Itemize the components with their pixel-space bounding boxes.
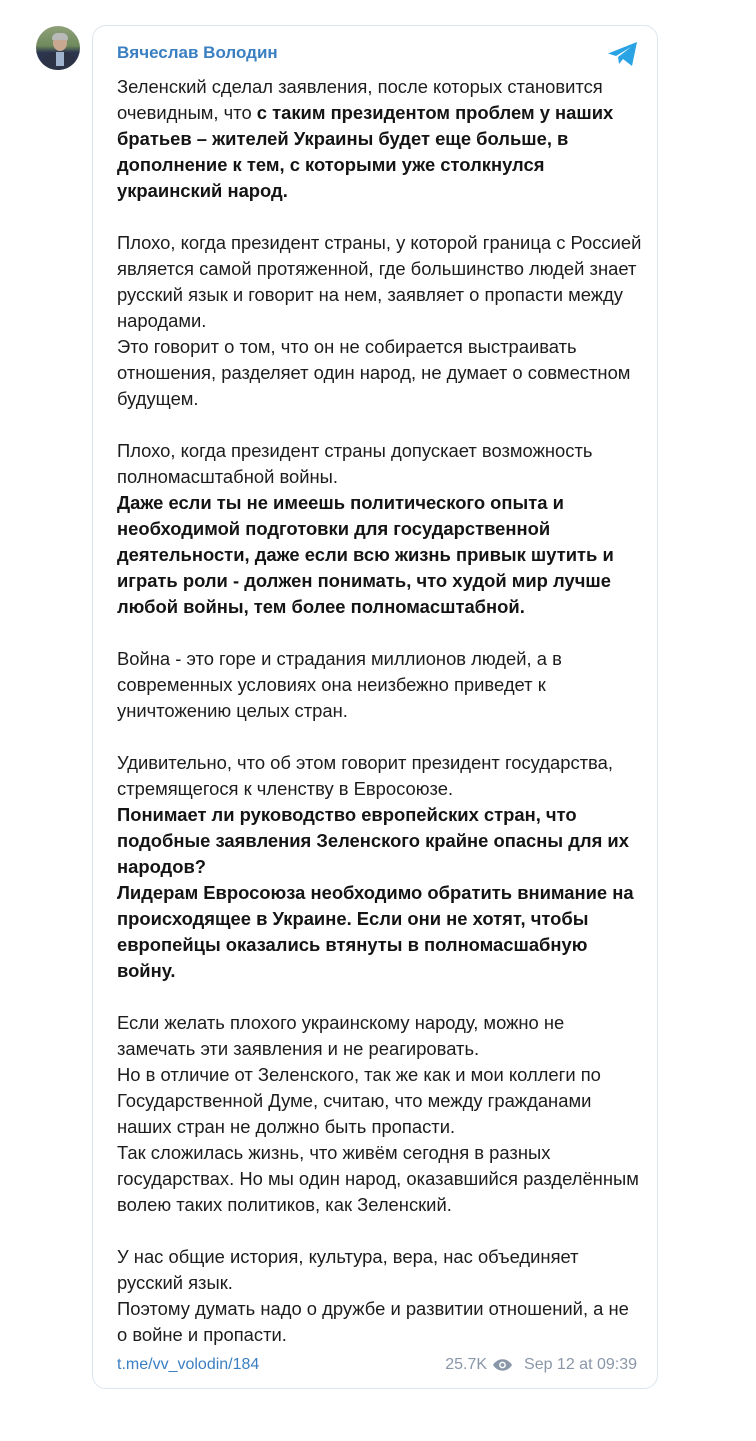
text-segment: Но в отличие от Зеленского, так же как и мои коллеги по Государственной Думе, считаю, что между гражданами наших стран не должно быть пропасти.: [117, 1064, 601, 1137]
text-segment: Удивительно, что об этом говорит президент государства, стремящегося к членству в Евросоюзе.: [117, 752, 613, 799]
text-segment: Это говорит о том, что он не собирается выстраивать отношения, разделяет один народ, не думает о совместном будущем.: [117, 336, 631, 409]
message-paragraph: [117, 750, 642, 984]
text-segment: Зеленский сделал заявления, после которых становится очевидным, что: [117, 76, 603, 123]
bold-text: Понимает ли руководство европейских стран, что подобные заявления Зеленского крайне опасны для их народов?: [117, 804, 629, 877]
avatar-shirt: [56, 52, 64, 66]
author-name[interactable]: Вячеслав Володин: [117, 43, 278, 62]
text-segment: Так сложилась жизнь, что живём сегодня в разных государствах. Но мы один народ, оказавшийся разделённым волею таких политиков, как Зеленский.: [117, 1142, 639, 1215]
text-segment: Плохо, когда президент страны допускает возможность полномасштабной войны.: [117, 440, 593, 487]
message-paragraph: [117, 646, 642, 724]
message-bubble: [92, 25, 658, 1389]
text-segment: Если желать плохого украинскому народу, можно не замечать эти заявления и не реагировать.: [117, 1012, 565, 1059]
avatar-hair: [52, 33, 68, 40]
post-link[interactable]: t.me/vv_volodin/184: [117, 1356, 260, 1373]
message-paragraph: [117, 1010, 642, 1218]
message-paragraph: [117, 230, 642, 412]
avatar[interactable]: [36, 26, 80, 70]
text-segment: У нас общие история, культура, вера, нас объединяет русский язык.: [117, 1246, 579, 1293]
bold-text: с таким президентом проблем у наших братьев – жителей Украины будет еще больше, в дополнение к тем, с которыми уже столкнулся украинский народ.: [117, 102, 614, 201]
message-text: [117, 74, 642, 1348]
message-paragraph: [117, 1244, 642, 1348]
eye-icon: [493, 1359, 512, 1371]
bold-text: Даже если ты не имеешь политического опыта и необходимой подготовки для государственной деятельности, даже если всю жизнь привык шутить и играть роли - должен понимать, что худой мир лучше любой войны, тем более полномасштабной.: [117, 492, 614, 617]
telegram-icon[interactable]: [607, 40, 639, 68]
message-paragraph: [117, 74, 642, 204]
text-segment: Поэтому думать надо о дружбе и развитии отношений, а не о войне и пропасти.: [117, 1298, 629, 1345]
message-paragraph: [117, 438, 642, 620]
post-date: Sep 12 at 09:39: [524, 1356, 637, 1373]
view-count: 25.7K: [445, 1356, 488, 1373]
text-segment: Плохо, когда президент страны, у которой граница с Россией является самой протяженной, где большинство людей знает русский язык и говорит на нем, заявляет о пропасти между народами.: [117, 232, 642, 331]
bold-text: Лидерам Евросоюза необходимо обратить внимание на происходящее в Украине. Если они не хотят, чтобы европейцы оказались втянуты в полномасшабную войну.: [117, 882, 634, 981]
text-segment: Война - это горе и страдания миллионов людей, а в современных условиях она неизбежно приведет к уничтожению целых стран.: [117, 648, 562, 721]
message-footer: [117, 1352, 637, 1378]
